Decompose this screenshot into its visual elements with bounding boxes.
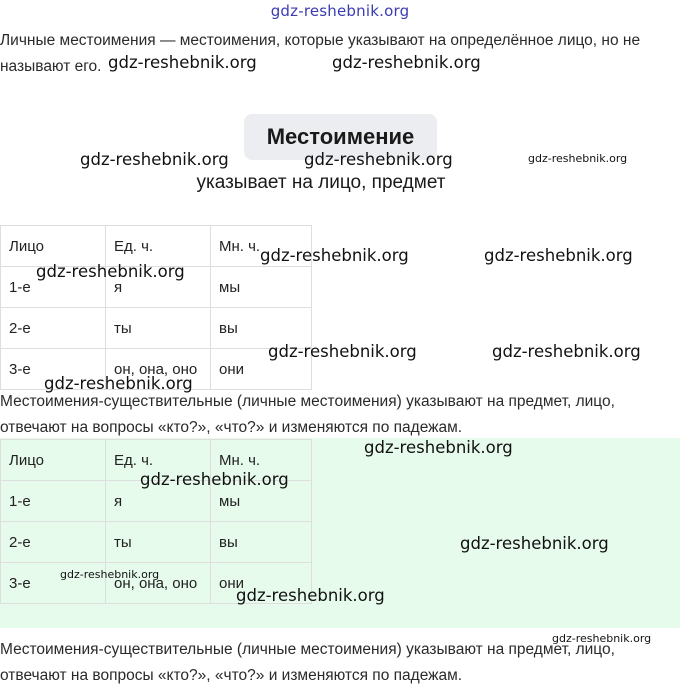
table-header-cell: Мн. ч. [211,226,312,267]
table-row [1,308,312,349]
watermark: gdz-reshebnik.org [528,152,628,165]
pronoun-description-paragraph: Местоимения-существительные (личные местоимения) указывают на предмет, лицо, отвечают на вопросы «кто?», «что?» и изменяются по падежам. [0,393,615,436]
table-cell: я [106,481,211,522]
table-cell: 1-е [1,267,106,308]
subtitle: указывает на лицо, предмет [196,172,446,193]
watermark: gdz-reshebnik.org [36,262,185,281]
table-header-cell: Лицо [1,440,106,481]
watermark: gdz-reshebnik.org [268,342,417,361]
table-cell: ты [106,522,211,563]
table-cell: он, она, оно [106,563,211,604]
table-header-cell: Лицо [1,226,106,267]
table-cell: мы [211,267,312,308]
watermark: gdz-reshebnik.org [60,568,160,581]
watermark: gdz-reshebnik.org [492,342,641,361]
table-cell: они [211,563,312,604]
table-cell: 3-е [1,563,106,604]
table-row [1,522,312,563]
table-cell: 2-е [1,308,106,349]
table-header-cell: Мн. ч. [211,440,312,481]
watermark: gdz-reshebnik.org [484,246,633,265]
table-cell: 2-е [1,522,106,563]
table-header-cell: Ед. ч. [106,440,211,481]
watermark: gdz-reshebnik.org [44,374,193,393]
table-cell: я [106,267,211,308]
watermark: gdz-reshebnik.org [80,150,229,169]
watermark: gdz-reshebnik.org [236,586,385,605]
table-cell: мы [211,481,312,522]
watermark: gdz-reshebnik.org [364,438,513,457]
table-header-cell: Ед. ч. [106,226,211,267]
watermark: gdz-reshebnik.org [552,632,652,645]
table-cell: вы [211,308,312,349]
watermark: gdz-reshebnik.org [140,470,289,489]
title-card-label: Местоимение [266,124,415,149]
watermark: gdz-reshebnik.org [332,53,481,72]
table-cell: вы [211,522,312,563]
table-cell: ты [106,308,211,349]
watermark: gdz-reshebnik.org [108,53,257,72]
table-cell: 1-е [1,481,106,522]
definition-paragraph: Личные местоимения — местоимения, которые указывают на определённое лицо, но не называют его. [0,32,641,75]
table-cell: он, она, оно [106,349,211,390]
watermark: gdz-reshebnik.org [304,150,453,169]
watermark: gdz-reshebnik.org [460,534,609,553]
site-logo: gdz-reshebnik.org [270,2,410,20]
table-cell: они [211,349,312,390]
table-cell: 3-е [1,349,106,390]
pronoun-description-paragraph-repeat: Местоимения-существительные (личные местоимения) указывают на предмет, лицо, отвечают на вопросы «кто?», «что?» и изменяются по падежам. [0,641,615,684]
watermark: gdz-reshebnik.org [260,246,409,265]
